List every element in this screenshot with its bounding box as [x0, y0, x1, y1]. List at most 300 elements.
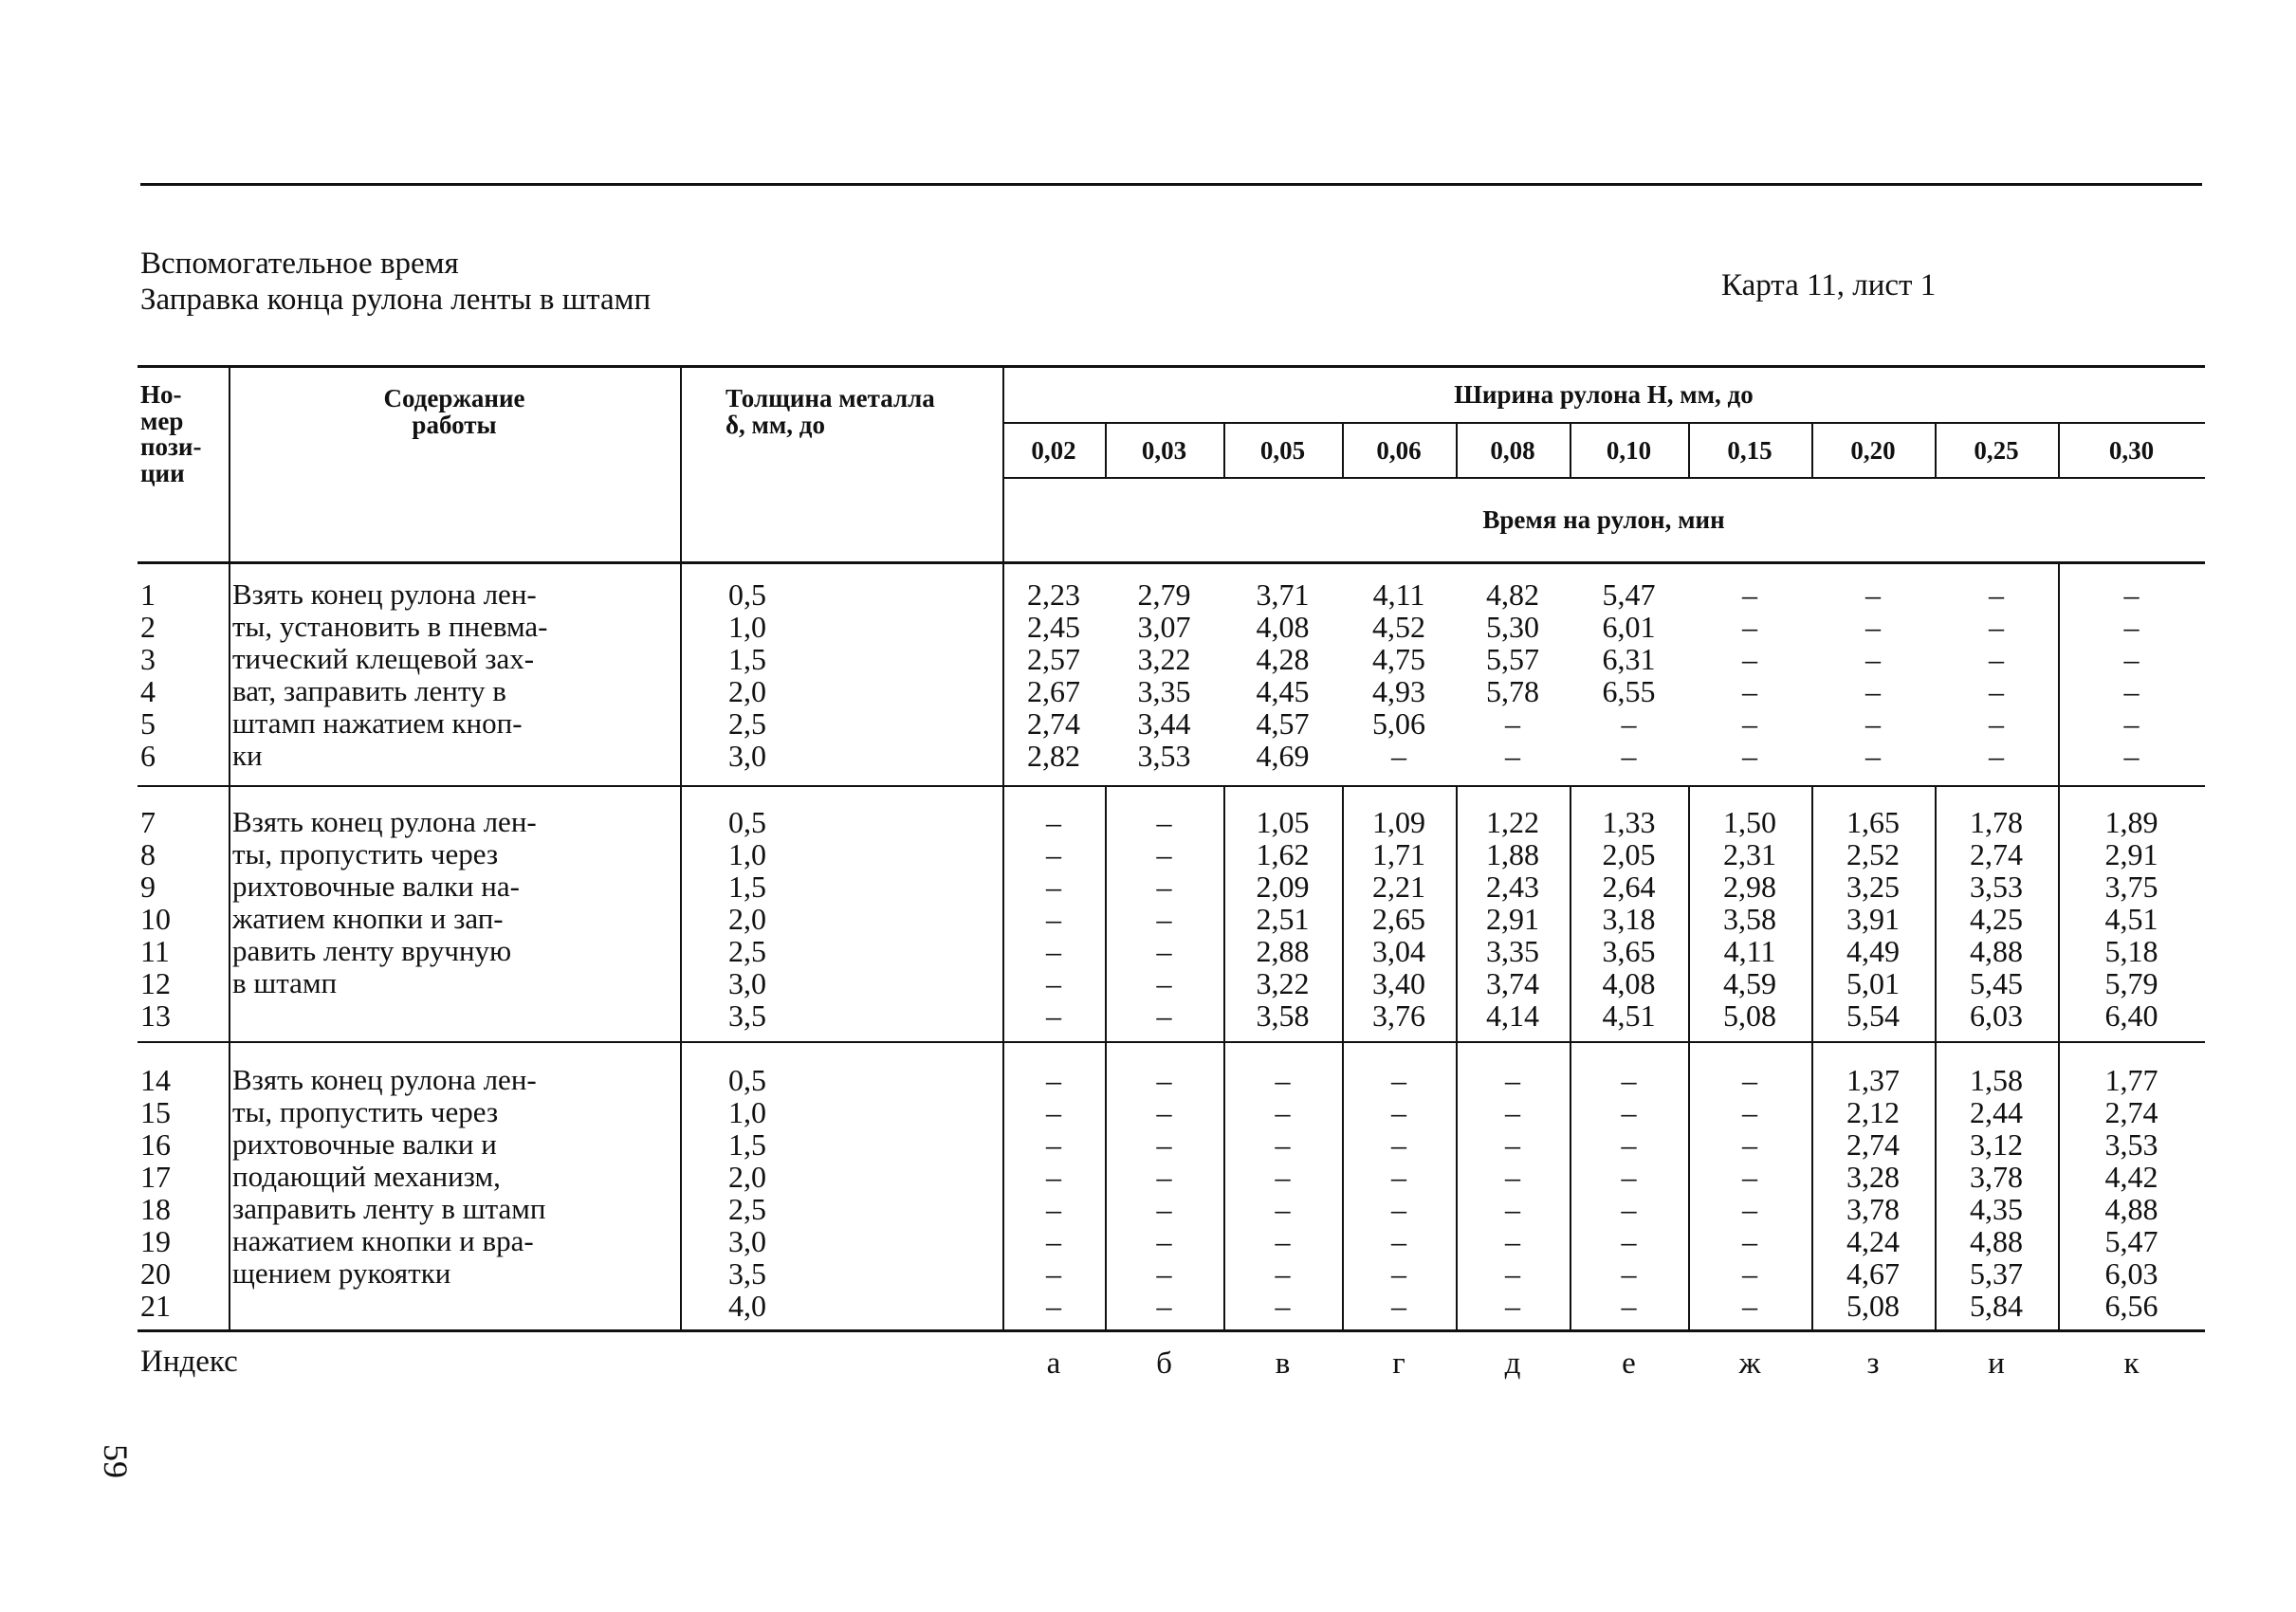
position-number: 20 — [140, 1256, 171, 1291]
index-letter: и — [1988, 1346, 2005, 1381]
time-value: 3,40 — [1372, 966, 1425, 1000]
time-value: 2,52 — [1846, 837, 1900, 871]
time-value: – — [1391, 1160, 1406, 1194]
time-value: 2,74 — [1846, 1127, 1900, 1162]
time-value: 3,58 — [1256, 998, 1310, 1033]
thickness-value: 2,5 — [728, 934, 766, 968]
time-column — [1811, 806, 1935, 1032]
time-value: – — [1989, 739, 2004, 773]
time-value: 3,91 — [1846, 902, 1900, 936]
time-value: – — [2123, 674, 2140, 708]
time-column — [1935, 806, 2058, 1032]
time-value: – — [1505, 1063, 1520, 1097]
time-value: – — [1156, 1160, 1172, 1194]
thickness-values — [728, 1064, 766, 1322]
time-value: 3,58 — [1723, 902, 1776, 936]
time-value: 5,45 — [1970, 966, 2023, 1000]
time-value: – — [1505, 706, 1520, 741]
time-value: 4,25 — [1970, 902, 2023, 936]
index-letter: з — [1866, 1346, 1880, 1381]
time-column — [2058, 806, 2205, 1032]
time-value: – — [1742, 674, 1757, 708]
position-number: 10 — [140, 902, 171, 936]
time-value: 6,01 — [1602, 610, 1656, 644]
position-column-border — [229, 365, 230, 1329]
time-value: – — [1046, 1160, 1061, 1194]
time-value: 5,78 — [1486, 674, 1539, 708]
time-value: 2,44 — [1970, 1095, 2023, 1129]
header-bottom-rule — [138, 561, 2205, 564]
description-line: штамп нажатием кноп- — [232, 706, 523, 740]
time-value: – — [1621, 1160, 1637, 1194]
time-value: 2,74 — [1027, 706, 1080, 741]
time-value: – — [1156, 1192, 1172, 1226]
time-value: 2,43 — [1486, 870, 1539, 904]
time-value: 3,71 — [1256, 577, 1310, 612]
time-value: 2,51 — [1256, 902, 1310, 936]
time-column — [1342, 806, 1456, 1032]
time-value: 2,09 — [1256, 870, 1310, 904]
time-value: – — [1865, 674, 1881, 708]
thickness-value: 3,0 — [728, 739, 766, 773]
time-value: 4,42 — [2104, 1160, 2158, 1194]
time-value: – — [1865, 610, 1881, 644]
time-header: Время на рулон, мин — [1482, 505, 1725, 534]
time-column — [1935, 1064, 2058, 1322]
position-number: 3 — [140, 642, 156, 676]
time-value: 3,76 — [1372, 998, 1425, 1033]
time-column — [1688, 806, 1811, 1032]
time-value: – — [1742, 739, 1757, 773]
time-value: – — [1156, 837, 1172, 871]
time-column — [1688, 1064, 1811, 1322]
time-value: 5,08 — [1723, 998, 1776, 1033]
time-value: – — [1742, 1224, 1757, 1258]
time-column — [1456, 806, 1570, 1032]
time-value: – — [1621, 1095, 1637, 1129]
time-value: – — [1505, 1160, 1520, 1194]
time-value: – — [1046, 837, 1061, 871]
thickness-value: 4,0 — [728, 1289, 766, 1323]
time-value: 2,57 — [1027, 642, 1080, 676]
time-value: 3,35 — [1486, 934, 1539, 968]
time-value: – — [2123, 739, 2140, 773]
time-value: 5,01 — [1846, 966, 1900, 1000]
thickness-value: 0,5 — [728, 577, 766, 612]
time-value: 3,53 — [1137, 739, 1191, 773]
description-line: нажатием кнопки и вра- — [232, 1224, 534, 1257]
thickness-value: 0,5 — [728, 1063, 766, 1097]
thickness-value: 0,5 — [728, 805, 766, 839]
time-value: 5,57 — [1486, 642, 1539, 676]
time-value: – — [1156, 998, 1172, 1033]
description-line: рихтовочные валки и — [232, 1127, 497, 1161]
time-value: – — [1742, 1256, 1757, 1291]
time-value: 6,55 — [1602, 674, 1656, 708]
time-column — [1456, 1064, 1570, 1322]
time-value: 4,24 — [1846, 1224, 1900, 1258]
time-value: 2,12 — [1846, 1095, 1900, 1129]
time-value: 4,28 — [1256, 642, 1310, 676]
time-value: 6,56 — [2104, 1289, 2158, 1323]
time-value: – — [1391, 739, 1406, 773]
time-column — [1105, 1064, 1223, 1322]
thickness-value: 1,0 — [728, 837, 766, 871]
work-description — [232, 806, 537, 999]
time-value: – — [1742, 1192, 1757, 1226]
time-value: 4,11 — [1372, 577, 1425, 612]
work-description — [232, 1064, 545, 1290]
time-column — [1002, 578, 1105, 772]
time-value: 3,35 — [1137, 674, 1191, 708]
time-value: – — [1156, 805, 1172, 839]
time-value: 4,08 — [1256, 610, 1310, 644]
position-number: 1 — [140, 577, 156, 612]
time-value: 3,74 — [1486, 966, 1539, 1000]
time-value: 2,05 — [1602, 837, 1656, 871]
section-title: Вспомогательное время — [140, 247, 459, 281]
position-header: Но- мер пози- ции — [140, 380, 202, 487]
time-column — [1223, 578, 1342, 772]
position-number: 16 — [140, 1127, 171, 1162]
thickness-value: 1,0 — [728, 1095, 766, 1129]
time-column — [1342, 1064, 1456, 1322]
index-letter: е — [1622, 1346, 1636, 1381]
position-number: 7 — [140, 805, 156, 839]
time-value: – — [1391, 1095, 1406, 1129]
position-number: 4 — [140, 674, 156, 708]
description-line: подающий механизм, — [232, 1160, 501, 1193]
time-value: 6,03 — [2104, 1256, 2158, 1291]
time-value: – — [1391, 1256, 1406, 1291]
time-value: – — [1046, 966, 1061, 1000]
width-value: 0,10 — [1606, 436, 1652, 465]
index-letter: г — [1392, 1346, 1405, 1381]
time-value: – — [1742, 1289, 1757, 1323]
time-value: 3,18 — [1602, 902, 1656, 936]
time-value: 2,91 — [1486, 902, 1539, 936]
thickness-header: Толщина металла δ, мм, до — [726, 384, 935, 439]
time-value: 1,71 — [1372, 837, 1425, 871]
time-value: 5,30 — [1486, 610, 1539, 644]
time-value: 5,84 — [1970, 1289, 2023, 1323]
time-value: – — [1621, 1127, 1637, 1162]
time-value: 1,05 — [1256, 805, 1310, 839]
time-value: – — [1391, 1289, 1406, 1323]
time-value: 4,51 — [1602, 998, 1656, 1033]
time-value: – — [1505, 1256, 1520, 1291]
time-value: – — [1621, 1192, 1637, 1226]
thickness-value: 2,0 — [728, 902, 766, 936]
time-value: – — [1865, 706, 1881, 741]
thickness-value: 3,5 — [728, 1256, 766, 1291]
time-value: 1,77 — [2104, 1063, 2158, 1097]
time-value: – — [1275, 1127, 1291, 1162]
description-line: равить ленту вручную — [232, 934, 512, 967]
time-value: – — [1621, 706, 1637, 741]
time-value: – — [1275, 1063, 1291, 1097]
time-value: 6,03 — [1970, 998, 2023, 1033]
time-value: 3,04 — [1372, 934, 1425, 968]
time-value: 4,52 — [1372, 610, 1425, 644]
time-value: 5,47 — [2104, 1224, 2158, 1258]
time-value: 4,51 — [2104, 902, 2158, 936]
time-value: 3,53 — [1970, 870, 2023, 904]
time-value: 1,89 — [2104, 805, 2158, 839]
width-value: 0,08 — [1490, 436, 1535, 465]
group2-bottom-rule — [138, 1041, 2205, 1043]
time-value: – — [1046, 998, 1061, 1033]
time-value: 3,07 — [1137, 610, 1191, 644]
time-column — [2058, 578, 2205, 772]
description-line: рихтовочные валки на- — [232, 870, 520, 903]
time-value: 1,62 — [1256, 837, 1310, 871]
position-number: 2 — [140, 610, 156, 644]
position-number: 13 — [140, 998, 171, 1033]
width-value: 0,02 — [1031, 436, 1076, 465]
widths-rule — [1002, 477, 2205, 479]
time-value: – — [1989, 610, 2004, 644]
time-value: 1,58 — [1970, 1063, 2023, 1097]
time-value: 1,78 — [1970, 805, 2023, 839]
time-value: – — [1156, 1095, 1172, 1129]
width-value: 0,05 — [1259, 436, 1306, 465]
time-value: 6,31 — [1602, 642, 1656, 676]
time-value: – — [2123, 610, 2140, 644]
time-value: 4,88 — [2104, 1192, 2158, 1226]
time-value: – — [1989, 642, 2004, 676]
thickness-value: 3,0 — [728, 966, 766, 1000]
width-header-rule — [1002, 422, 2205, 424]
time-value: – — [1046, 1095, 1061, 1129]
thickness-value: 1,5 — [728, 870, 766, 904]
thickness-value: 1,5 — [728, 642, 766, 676]
width-value: 0,30 — [2108, 436, 2155, 465]
time-value: – — [1742, 706, 1757, 741]
description-line: ты, установить в пневма- — [232, 610, 548, 643]
time-column — [1456, 578, 1570, 772]
time-column — [1688, 578, 1811, 772]
time-value: – — [1275, 1289, 1291, 1323]
thickness-value: 2,5 — [728, 1192, 766, 1226]
time-value: 2,67 — [1027, 674, 1080, 708]
time-value: 3,78 — [1846, 1192, 1900, 1226]
time-value: – — [1505, 1127, 1520, 1162]
time-value: 2,64 — [1602, 870, 1656, 904]
time-column — [1570, 806, 1688, 1032]
time-value: 1,09 — [1372, 805, 1425, 839]
time-column — [1002, 1064, 1105, 1322]
width-value: 0,20 — [1850, 436, 1896, 465]
time-value: – — [1391, 1063, 1406, 1097]
time-value: 2,31 — [1723, 837, 1776, 871]
time-value: – — [1621, 1063, 1637, 1097]
time-value: 3,22 — [1256, 966, 1310, 1000]
time-value: – — [1275, 1224, 1291, 1258]
time-value: – — [1275, 1192, 1291, 1226]
time-value: 5,08 — [1846, 1289, 1900, 1323]
position-numbers — [140, 806, 171, 1032]
time-value: 2,74 — [1970, 837, 2023, 871]
time-value: 5,54 — [1846, 998, 1900, 1033]
time-value: 3,22 — [1137, 642, 1191, 676]
time-value: – — [1505, 1224, 1520, 1258]
time-value: 1,88 — [1486, 837, 1539, 871]
thickness-value: 2,5 — [728, 706, 766, 741]
time-value: – — [1156, 870, 1172, 904]
time-value: – — [1046, 1256, 1061, 1291]
time-value: – — [1046, 1224, 1061, 1258]
time-value: – — [1989, 674, 2004, 708]
index-letter: б — [1156, 1346, 1172, 1381]
time-value: 3,12 — [1970, 1127, 2023, 1162]
time-value: 4,67 — [1846, 1256, 1900, 1291]
thickness-values — [728, 578, 766, 772]
time-value: – — [1046, 870, 1061, 904]
time-value: – — [1275, 1256, 1291, 1291]
time-value: – — [1156, 934, 1172, 968]
time-value: – — [1275, 1160, 1291, 1194]
time-value: 2,23 — [1027, 577, 1080, 612]
time-value: 4,69 — [1256, 739, 1310, 773]
thickness-values — [728, 806, 766, 1032]
time-value: 5,79 — [2104, 966, 2158, 1000]
time-column — [2058, 1064, 2205, 1322]
position-number: 12 — [140, 966, 171, 1000]
time-value: 1,65 — [1846, 805, 1900, 839]
time-value: 4,14 — [1486, 998, 1539, 1033]
time-value: 5,06 — [1372, 706, 1425, 741]
time-column — [1811, 1064, 1935, 1322]
time-value: 4,08 — [1602, 966, 1656, 1000]
time-column — [1002, 806, 1105, 1032]
time-column — [1935, 578, 2058, 772]
thickness-value: 2,0 — [728, 1160, 766, 1194]
position-number: 14 — [140, 1063, 171, 1097]
time-value: 2,79 — [1137, 577, 1191, 612]
position-number: 19 — [140, 1224, 171, 1258]
time-column — [1811, 578, 1935, 772]
time-value: 4,93 — [1372, 674, 1425, 708]
time-value: – — [2123, 706, 2140, 741]
time-value: – — [1156, 1256, 1172, 1291]
time-value: – — [1621, 1289, 1637, 1323]
time-value: – — [1391, 1192, 1406, 1226]
time-column — [1223, 806, 1342, 1032]
time-value: 3,53 — [2104, 1127, 2158, 1162]
time-value: – — [1391, 1224, 1406, 1258]
time-value: 4,45 — [1256, 674, 1310, 708]
width-header: Ширина рулона Н, мм, до — [1454, 380, 1754, 409]
description-line: тический клещевой зах- — [232, 642, 535, 675]
time-column — [1570, 578, 1688, 772]
time-value: 4,59 — [1723, 966, 1776, 1000]
thickness-value: 3,5 — [728, 998, 766, 1033]
time-value: – — [1621, 739, 1637, 773]
time-value: – — [1046, 805, 1061, 839]
time-value: – — [1046, 934, 1061, 968]
time-value: 4,57 — [1256, 706, 1310, 741]
position-number: 9 — [140, 870, 156, 904]
time-value: 2,21 — [1372, 870, 1425, 904]
time-value: 2,45 — [1027, 610, 1080, 644]
time-value: 5,47 — [1602, 577, 1656, 612]
time-value: – — [2123, 577, 2140, 612]
width-value: 0,06 — [1376, 436, 1422, 465]
table-top-rule — [138, 365, 2205, 368]
time-value: – — [2123, 642, 2140, 676]
time-value: 3,65 — [1602, 934, 1656, 968]
time-value: 4,88 — [1970, 934, 2023, 968]
time-value: – — [1505, 1289, 1520, 1323]
time-value: – — [1156, 902, 1172, 936]
time-value: – — [1046, 902, 1061, 936]
index-letter: в — [1275, 1346, 1291, 1381]
time-column — [1105, 806, 1223, 1032]
time-value: – — [1865, 577, 1881, 612]
index-letter: ж — [1738, 1346, 1761, 1381]
time-value: 4,11 — [1723, 934, 1776, 968]
position-number: 8 — [140, 837, 156, 871]
position-number: 21 — [140, 1289, 171, 1323]
position-number: 15 — [140, 1095, 171, 1129]
thickness-value: 1,5 — [728, 1127, 766, 1162]
thickness-value: 1,0 — [728, 610, 766, 644]
description-line: щением рукоятки — [232, 1256, 451, 1290]
time-value: 4,88 — [1970, 1224, 2023, 1258]
time-value: 1,22 — [1486, 805, 1539, 839]
time-value: – — [1505, 739, 1520, 773]
time-value: 3,25 — [1846, 870, 1900, 904]
description-line: Взять конец рулона лен- — [232, 805, 537, 838]
time-value: 2,74 — [2104, 1095, 2158, 1129]
time-value: 3,75 — [2104, 870, 2158, 904]
position-number: 11 — [140, 934, 170, 968]
time-value: – — [1275, 1095, 1291, 1129]
time-value: – — [1742, 1095, 1757, 1129]
time-value: 1,33 — [1602, 805, 1656, 839]
time-column — [1342, 578, 1456, 772]
time-value: 3,44 — [1137, 706, 1191, 741]
position-number: 17 — [140, 1160, 171, 1194]
index-letter: д — [1504, 1346, 1521, 1381]
time-value: – — [1391, 1127, 1406, 1162]
time-value: 2,91 — [2104, 837, 2158, 871]
time-value: – — [1742, 1063, 1757, 1097]
thickness-value: 3,0 — [728, 1224, 766, 1258]
index-label: Индекс — [140, 1345, 238, 1379]
position-number: 18 — [140, 1192, 171, 1226]
group1-bottom-rule — [138, 785, 2205, 787]
time-value: 4,35 — [1970, 1192, 2023, 1226]
time-value: – — [1742, 1127, 1757, 1162]
time-value: – — [1046, 1289, 1061, 1323]
description-line: ват, заправить ленту в — [232, 674, 506, 707]
top-rule — [140, 183, 2202, 186]
time-value: 6,40 — [2104, 998, 2158, 1033]
time-value: 2,88 — [1256, 934, 1310, 968]
table-bottom-rule — [138, 1329, 2205, 1332]
time-value: – — [1505, 1192, 1520, 1226]
card-title: Заправка конца рулона ленты в штамп — [140, 283, 652, 317]
description-line: ки — [232, 739, 263, 772]
time-value: 4,75 — [1372, 642, 1425, 676]
time-value: – — [1156, 1127, 1172, 1162]
time-value: – — [1156, 1289, 1172, 1323]
content-column-border — [680, 365, 682, 1329]
time-value: 1,50 — [1723, 805, 1776, 839]
position-numbers — [140, 1064, 171, 1322]
